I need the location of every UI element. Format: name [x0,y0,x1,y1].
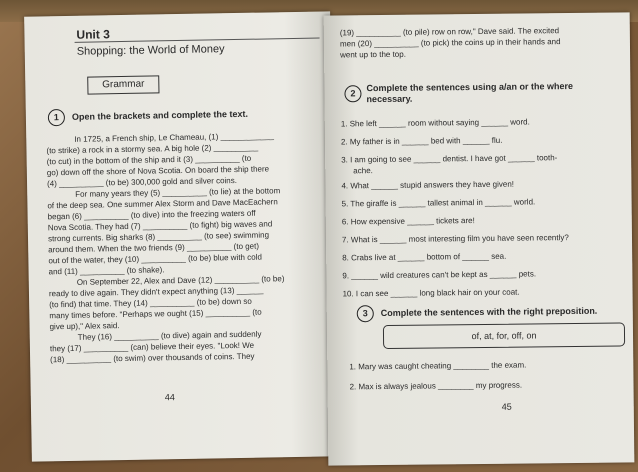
text-line: many times before. "Perhaps we ought (15) __________ (to [49,307,262,321]
text-line: (to find) that time. They (14) __________ (to be) down so [49,296,252,310]
grammar-label: Grammar [87,75,159,94]
list-item: 8. Crabs live at ______ bottom of ______ sea. [342,251,507,263]
list-item: 1. Mary was caught cheating ________ the exam. [349,360,527,372]
unit-divider [75,38,320,43]
list-item: 5. The giraffe is ______ tallest animal in ______ world. [341,197,536,209]
text-line: (18) __________ (to swim) over thousands of coins. They [50,351,255,365]
list-item: 6. How expensive ______ tickets are! [341,216,475,227]
text-line: They (16) __________ (to dive) again and suddenly [77,329,262,342]
chapter-title: Shopping: the World of Money [76,43,225,58]
list-item: 2. Max is always jealous ________ my progress. [349,380,523,392]
exercise-title-2: Complete the sentences using a/an or the where necessary. [366,81,574,105]
list-item: 9. ______ wild creatures can't be kept as ______ pets. [342,269,537,281]
text-line: Nova Scotia. They had (7) __________ (to fight) big waves and [47,219,273,233]
list-item: 3. I am going to see ______ dentist. I have got ______ tooth- [341,153,558,165]
preposition-options-box: of, at, for, off, on [383,322,625,349]
list-item: 1. She left ______ room without saying ______ word. [340,117,530,129]
text-line: men (20) __________ (to pick) the coins up in their hands and [339,37,561,49]
text-line: (19) __________ (to pile) row on row," Dave said. The excited [339,26,560,38]
text-line: For many years they (5) __________ (to lie) at the bottom [75,186,281,199]
text-line: On September 22, Alex and Dave (12) __________ (to be) [76,274,285,287]
text-line: they (17) __________ (can) believe their eyes. "Look! We [49,340,255,354]
exercise-number-2: 2 [344,85,361,102]
text-line: out of the water, they (10) __________ (to be) blue with cold [48,252,262,266]
text-line: In 1725, a French ship, Le Chameau, (1) ____________ [74,131,275,144]
text-line: of the deep sea. One summer Alex Storm and Dave MacEachern [47,197,278,211]
unit-heading: Unit 3 [76,27,110,42]
text-line: ready to dive again. They didn't expect anything (13) ______ [48,285,264,299]
text-line: went up to the top. [340,49,406,60]
exercise-title-1: Open the brackets and complete the text. [71,108,249,122]
text-line: (to cut) in the bottom of the ship and it (3) __________ (to [46,153,252,167]
list-item: ache. [353,166,373,176]
exercise-number-3: 3 [357,305,374,322]
text-line: began (6) __________ (to dive) into the freezing waters off [47,208,256,222]
list-item: 10. I can see ______ long black hair on your coat. [342,287,520,299]
list-item: 2. My father is in ______ bed with ______ flu. [340,135,503,147]
text-line: go) down off the shore of Nova Scotia. On board the ship there [46,164,270,178]
text-line: strong currents. Big sharks (8) __________ (to see) swimming [47,230,270,244]
list-item: 4. What ______ stupid answers they have given! [341,179,515,191]
exercise-title-3: Complete the sentences with the right preposition. [380,305,598,319]
text-line: around them. When the two friends (9) __________ (to get) [48,241,260,255]
page-number-left: 44 [164,392,175,403]
exercise-number-1: 1 [48,109,65,126]
text-line: (4) __________ (to be) 300,000 gold and silver coins. [46,176,238,189]
text-line: give up)," Alex said. [49,321,120,332]
page-number-right: 45 [501,401,512,412]
right-page [324,12,635,465]
text-line: and (11) __________ (to shake). [48,265,165,277]
left-page [24,11,338,461]
list-item: 7. What is ______ most interesting film you have seen recently? [341,233,569,245]
text-line: (to strike) a rock in a stormy sea. A big hole (2) __________ [46,142,259,156]
